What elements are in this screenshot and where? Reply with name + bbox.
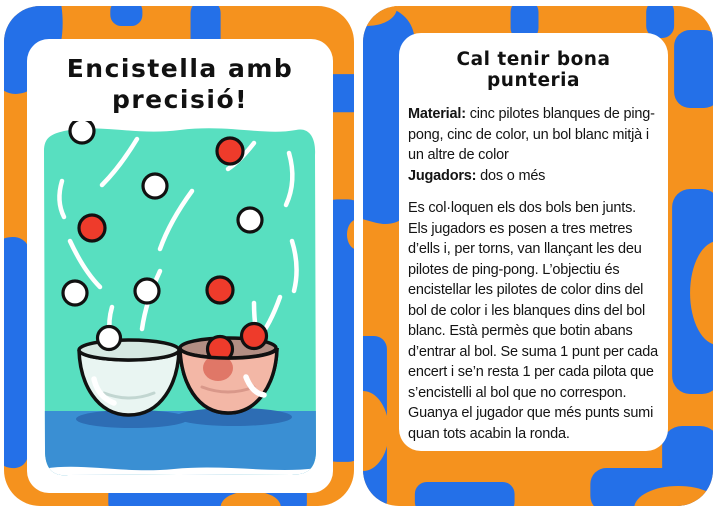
cards-spread [4,6,713,506]
card-panel [27,39,333,493]
red-ball [207,277,233,303]
red-ball [242,323,267,348]
white-ball [135,279,159,303]
white-ball [98,326,121,349]
white-ball [143,174,167,198]
rules-paragraph: Es col·loquen els dos bols ben junts. Els jugadors es posen a tres metres d’ells i, per torns, van llançant les deu pilotes de ping-pong. L’objectiu és encistellar les pilotes de color dins del bol de color i les blanques dins del bol blanc. Està permès que botin abans d’entrar al bol. Se suma 1 punt per cada encert i se’n resta 1 per cada pilota que s’encistelli al bol que no correspon. Guanya el jugador que més punts sumi quan tots acabin la ronda. [408,200,658,442]
red-ball [217,138,243,164]
material-line: Material: cinc pilotes blanques de ping-pong, cinc de color, un bol blanc mitjà i un altre de color Jugadors: dos o més [408,106,655,184]
card-panel [399,33,668,451]
card-back [363,6,713,506]
card-title: Encistella amb precisió! [66,54,294,115]
card-illustration [42,121,318,483]
card-front [4,6,354,506]
red-ball [79,215,105,241]
white-ball [70,121,94,143]
white-ball [63,281,87,305]
players-label: Jugadors: [408,167,477,184]
rules-body [408,104,659,444]
rules-title: Cal tenir bona punteria [456,49,611,91]
material-label: Material: [408,106,466,122]
white-ball [238,208,262,232]
